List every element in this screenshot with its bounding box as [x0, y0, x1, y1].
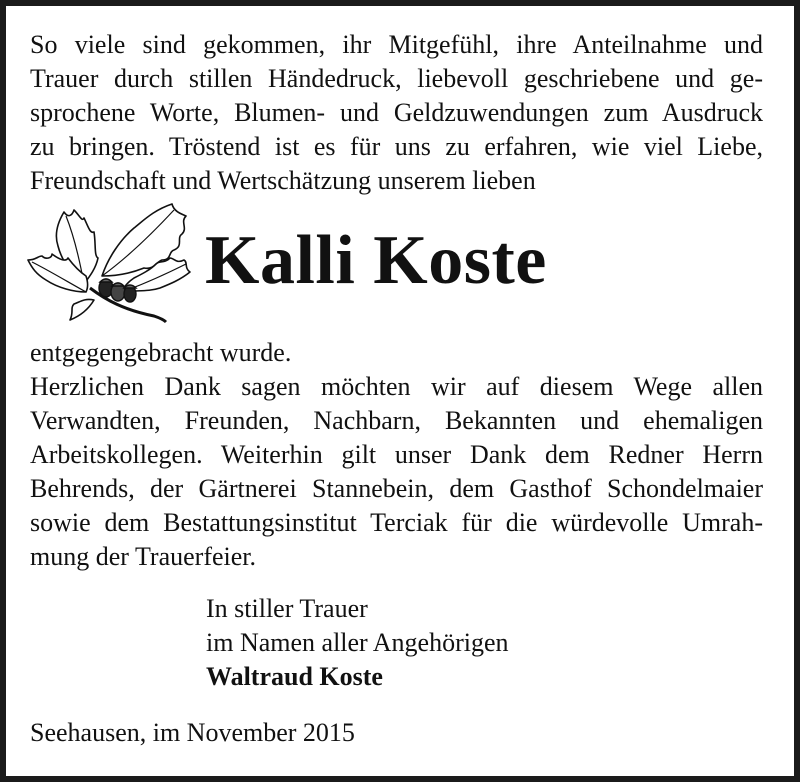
body-line-4: Arbeitskollegen. Weiterhin gilt unser Dank dem Redner Herrn — [30, 440, 763, 469]
body-line-6: sowie dem Bestattungsinstitut Terciak für die würdevolle Umrah- — [30, 508, 763, 537]
signature-line-2: im Namen aller Angehörigen — [206, 628, 509, 657]
body-line-2: Herzlichen Dank sagen möchten wir auf diesem Wege allen — [30, 372, 763, 401]
signature-line-1: In stiller Trauer — [206, 594, 368, 623]
signer-name: Waltraud Koste — [206, 662, 383, 691]
body-line-3: Verwandten, Freunden, Nachbarn, Bekannten und ehemaligen — [30, 406, 763, 435]
body-line-5: Behrends, der Gärtnerei Stannebein, dem Gasthof Schondelmaier — [30, 474, 763, 503]
oak-leaves-acorns-icon — [24, 196, 204, 326]
place-date: Seehausen, im November 2015 — [30, 718, 355, 747]
deceased-name: Kalli Koste — [205, 222, 547, 299]
intro-line-1: So viele sind gekommen, ihr Mitgefühl, ihre Anteilnahme und — [30, 30, 763, 59]
intro-line-4: zu bringen. Tröstend ist es für uns zu erfahren, wie viel Liebe, — [30, 132, 763, 161]
intro-line-3: sprochene Worte, Blumen- und Geldzuwendungen zum Ausdruck — [30, 98, 763, 127]
body-line-7: mung der Trauerfeier. — [30, 542, 257, 571]
intro-line-2: Trauer durch stillen Händedruck, liebevoll geschriebene und ge- — [30, 64, 763, 93]
intro-line-5: Freundschaft und Wertschätzung unserem lieben — [30, 166, 536, 195]
body-line-1: entgegengebracht wurde. — [30, 338, 292, 367]
